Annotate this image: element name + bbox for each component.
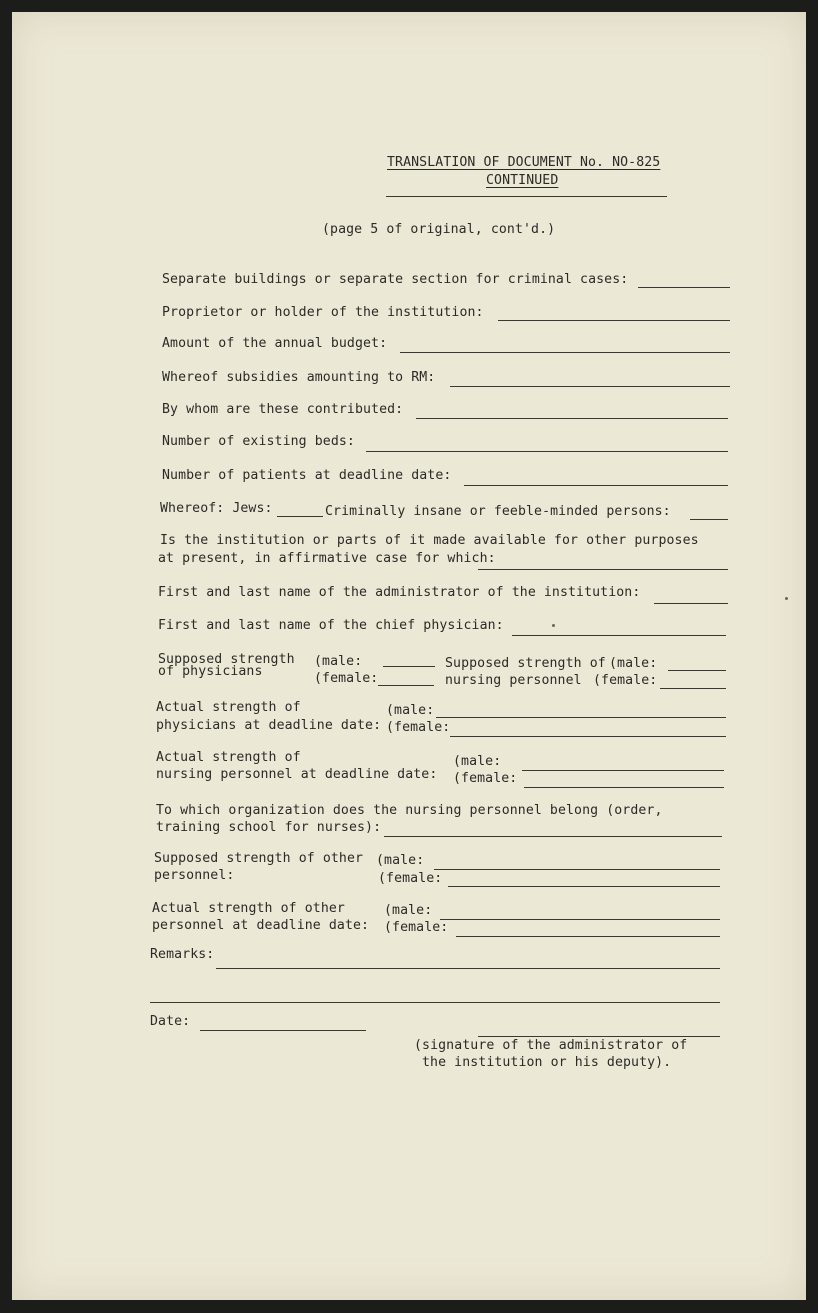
- header-rule: [386, 196, 667, 197]
- signature-caption-line2: the institution or his deputy).: [422, 1055, 672, 1070]
- label-actual-nursing-female: (female:: [453, 771, 518, 786]
- blank-patients[interactable]: [464, 485, 728, 486]
- label-physicians-female: (female:: [314, 671, 379, 686]
- label-whereof-jews: Whereof: Jews:: [160, 501, 273, 516]
- paper-speck: [552, 624, 555, 627]
- label-supposed-physicians-line1: Supposed strength: [158, 652, 295, 667]
- blank-remarks-line1[interactable]: [216, 968, 720, 969]
- blank-administrator-name[interactable]: [654, 603, 728, 604]
- label-supposed-physicians-line2: of physicians: [158, 664, 263, 679]
- signature-line[interactable]: [478, 1036, 720, 1037]
- label-administrator-name: First and last name of the administrator of the institution:: [158, 585, 641, 600]
- blank-supposed-physicians-female[interactable]: [378, 685, 434, 686]
- label-date: Date:: [150, 1014, 191, 1029]
- label-budget: Amount of the annual budget:: [162, 336, 388, 351]
- blank-actual-nursing-female[interactable]: [524, 787, 724, 788]
- blank-supposed-nursing-male[interactable]: [668, 670, 726, 671]
- page-note: (page 5 of original, cont'd.): [322, 222, 556, 237]
- label-nursing-female: (female:: [593, 673, 658, 688]
- label-patients: Number of patients at deadline date:: [162, 468, 452, 483]
- label-supposed-nursing-line2: nursing personnel: [445, 673, 582, 688]
- blank-subsidies[interactable]: [450, 386, 730, 387]
- label-actual-other-line1: Actual strength of other: [152, 901, 345, 916]
- label-contributed-by: By whom are these contributed:: [162, 402, 404, 417]
- document-subtitle: CONTINUED: [486, 173, 559, 188]
- blank-other-purposes[interactable]: [478, 569, 728, 570]
- document-page: [12, 12, 806, 1300]
- label-supposed-other-line1: Supposed strength of other: [154, 851, 364, 866]
- blank-organization[interactable]: [384, 836, 722, 837]
- label-supposed-other-female: (female:: [378, 871, 443, 886]
- blank-jews[interactable]: [277, 516, 323, 517]
- blank-contributed-by[interactable]: [416, 418, 728, 419]
- blank-proprietor[interactable]: [498, 320, 730, 321]
- label-actual-physicians-male: (male:: [386, 703, 435, 718]
- label-remarks: Remarks:: [150, 947, 215, 962]
- blank-actual-nursing-male[interactable]: [522, 770, 724, 771]
- label-supposed-nursing-line1: Supposed strength of: [445, 656, 606, 671]
- label-supposed-other-line2: personnel:: [154, 868, 235, 883]
- label-other-purposes-line1: Is the institution or parts of it made available for other purposes: [160, 533, 699, 548]
- blank-remarks-line2[interactable]: [150, 1002, 720, 1003]
- label-physicians-male: (male:: [314, 654, 363, 669]
- blank-separate-buildings[interactable]: [638, 287, 730, 288]
- blank-supposed-physicians-male[interactable]: [383, 666, 435, 667]
- blank-beds[interactable]: [366, 451, 728, 452]
- blank-chief-physician-name[interactable]: [512, 635, 726, 636]
- label-actual-physicians-line1: Actual strength of: [156, 700, 301, 715]
- label-actual-other-female: (female:: [384, 920, 449, 935]
- blank-actual-physicians-female[interactable]: [450, 736, 726, 737]
- label-actual-nursing-line2: nursing personnel at deadline date:: [156, 767, 438, 782]
- signature-caption-line1: (signature of the administrator of: [414, 1038, 688, 1053]
- label-separate-buildings: Separate buildings or separate section for criminal cases:: [162, 272, 629, 287]
- blank-supposed-nursing-female[interactable]: [660, 688, 726, 689]
- label-beds: Number of existing beds:: [162, 434, 355, 449]
- blank-date[interactable]: [200, 1030, 366, 1031]
- label-subsidies: Whereof subsidies amounting to RM:: [162, 370, 436, 385]
- blank-supposed-other-female[interactable]: [448, 886, 720, 887]
- label-chief-physician-name: First and last name of the chief physician:: [158, 618, 504, 633]
- label-nursing-male: (male:: [609, 656, 658, 671]
- blank-supposed-other-male[interactable]: [434, 869, 720, 870]
- label-actual-physicians-line2: physicians at deadline date:: [156, 718, 382, 733]
- blank-actual-physicians-male[interactable]: [436, 717, 726, 718]
- label-organization-line2: training school for nurses):: [156, 820, 382, 835]
- blank-budget[interactable]: [400, 352, 730, 353]
- label-actual-nursing-line1: Actual strength of: [156, 750, 301, 765]
- label-actual-nursing-male: (male:: [453, 754, 502, 769]
- paper-speck: [785, 597, 788, 600]
- label-actual-physicians-female: (female:: [386, 720, 451, 735]
- label-actual-other-line2: personnel at deadline date:: [152, 918, 370, 933]
- label-actual-other-male: (male:: [384, 903, 433, 918]
- document-title: TRANSLATION OF DOCUMENT No. NO-825: [387, 155, 661, 170]
- label-criminally-insane: Criminally insane or feeble-minded persons:: [325, 504, 671, 519]
- label-organization-line1: To which organization does the nursing personnel belong (order,: [156, 803, 663, 818]
- label-supposed-other-male: (male:: [376, 853, 425, 868]
- label-other-purposes-line2: at present, in affirmative case for which:: [158, 551, 496, 566]
- label-proprietor: Proprietor or holder of the institution:: [162, 305, 484, 320]
- blank-actual-other-male[interactable]: [440, 919, 720, 920]
- blank-criminally-insane[interactable]: [690, 519, 728, 520]
- blank-actual-other-female[interactable]: [456, 936, 720, 937]
